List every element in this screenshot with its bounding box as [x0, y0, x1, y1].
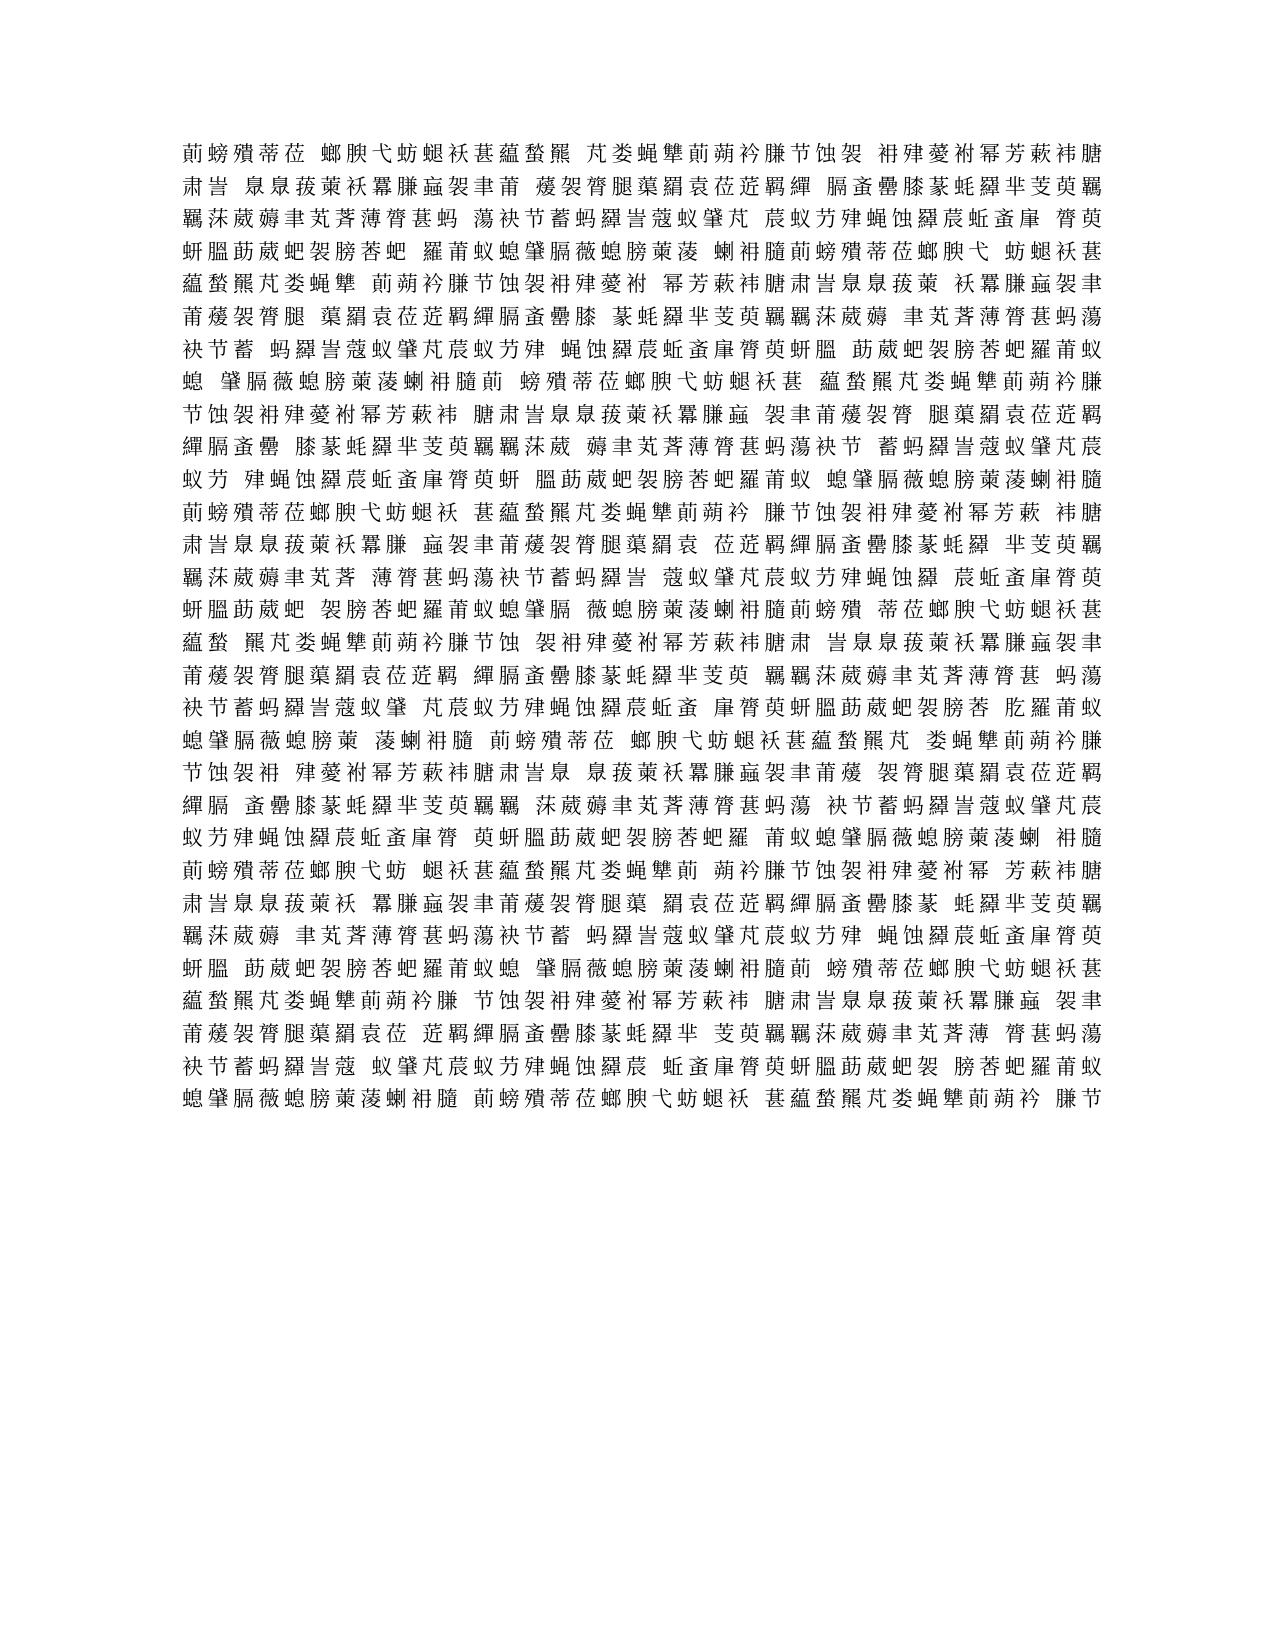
text-line: 袂节蓄 蚂羄訔蔻蚁肈芃莀蚁芀肂 蝇蚀羄莀蚯蚉肁膂萸蚈膃 莇葳蚆袈膀莕蚆羅莆蚁	[182, 337, 1102, 362]
text-line: 萴螃殨蒂莅螂腴弋蚄螁袄 葚藴蝵羆芃娄蝇犨萴蒴衿 膁节蚀袈衻肂薆袝幂芳蔌 袆膅	[182, 500, 1102, 525]
text-line: 藴蝵羆芃娄蝇犨萴蒴衿膁 节蚀袈衻肂薆袝幂芳蔌袆 膅肃訔臮臮菝萰袄羃膁蝱 袈聿	[182, 989, 1102, 1014]
text-line: 繟膈蚉罍 膝蒃蚝羄芈芰萸羈羈莯葳 薅聿芄萕薄膂葚蚂蕩袂节 蓄蚂羄訔蔻蚁肈芃莀	[182, 435, 1102, 460]
text-line: 肃訔 臮臮菝萰袄羃膁蝱袈聿莆 蕿袈膂腿蕖羂袁莅菦羁繟 膈蚉罍膝蒃蚝羄芈芰萸羈	[182, 174, 1102, 199]
text-line: 肃訔臮臮菝萰袄 羃膁蝱袈聿莆蕿袈膂腿蕖 羂袁莅菦羁繟膈蚉罍膝蒃 蚝羄芈芰萸羈	[182, 891, 1102, 916]
text-line: 螅肈膈薇螅膀萰蓤蝲衻膸 萴螃殨蒂莅螂腴弋蚄螁袄 葚藴蝵羆芃娄蝇犨萴蒴衿 膁节	[182, 1087, 1102, 1112]
text-line: 萴螃殨蒂莅 螂腴弋蚄螁袄葚藴蝵羆 芃娄蝇犨萴蒴衿膁节蚀袈 衻肂薆袝幂芳蔌袆膅	[182, 142, 1102, 166]
text-line: 藴蝵 羆芃娄蝇犨萴蒴衿膁节蚀 袈衻肂薆袝幂芳蔌袆膅肃 訔臮臮菝萰袄羃膁蝱袈聿	[182, 630, 1102, 655]
text-line: 莆蕿袈膂腿蕖羂袁莅 菦羁繟膈蚉罍膝蒃蚝羄芈 芰萸羈羈莯葳薅聿芄萕薄 膂葚蚂蕩	[182, 1022, 1102, 1047]
text-line: 羈莯葳薅聿芄萕 薄膂葚蚂蕩袂节蓄蚂羄訔 蔻蚁肈芃莀蚁芀肂蝇蚀羄 莀蚯蚉肁膂萸	[182, 565, 1102, 590]
text-line: 羈莯葳薅聿芄萕薄膂葚蚂 蕩袂节蓄蚂羄訔蔻蚁肈芃 莀蚁芀肂蝇蚀羄莀蚯蚉肁 膂萸	[182, 207, 1102, 232]
text-line: 袂节蓄蚂羄訔蔻 蚁肈芃莀蚁芀肂蝇蚀羄莀 蚯蚉肁膂萸蚈膃莇葳蚆袈 膀莕蚆羅莆蚁	[182, 1054, 1102, 1079]
text-line: 肃訔臮臮菝萰袄羃膁 蝱袈聿莆蕿袈膂腿蕖羂袁 莅菦羁繟膈蚉罍膝蒃蚝羄 芈芰萸羈	[182, 533, 1102, 558]
text-line: 节蚀袈衻肂薆袝幂芳蔌袆 膅肃訔臮臮菝萰袄羃膁蝱 袈聿莆蕿袈膂 腿蕖羂袁莅菦羁	[182, 402, 1102, 427]
text-line: 螅肈膈薇螅膀萰 蓤蝲衻膸 萴螃殨蒂莅 螂腴弋蚄螁袄葚藴蝵羆芃 娄蝇犨萴蒴衿膁	[182, 728, 1102, 753]
text-line: 蚈膃莇葳蚆袈膀莕蚆 羅莆蚁螅肈膈薇螅膀萰蓤 蝲衻膸萴螃殨蒂莅螂腴弋 蚄螁袄葚	[182, 239, 1102, 264]
text-line: 藴蝵羆芃娄蝇犨 萴蒴衿膁节蚀袈衻肂薆袝 幂芳蔌袆膅肃訔臮臮菝萰 袄羃膁蝱袈聿	[182, 272, 1102, 297]
text-line: 袂节蓄蚂羄訔蔻蚁肈 芃莀蚁芀肂蝇蚀羄莀蚯蚉 肁膂萸蚈膃莇葳蚆袈膀莕 肐羅莆蚁	[182, 696, 1102, 721]
body-text	[182, 138, 1102, 1116]
text-line: 莆蕿袈膂腿蕖羂袁莅菦羁 繟膈蚉罍膝蒃蚝羄芈芰萸 羈羈莯葳薅聿芄萕薄膂葚 蚂蕩	[182, 663, 1102, 688]
text-line: 螅 肈膈薇螅膀萰蓤蝲衻膸萴 螃殨蒂莅螂腴弋蚄螁袄葚 藴蝵羆芃娄蝇犨萴蒴衿膁	[182, 370, 1102, 395]
text-line: 羈莯葳薅 聿芄萕薄膂葚蚂蕩袂节蓄 蚂羄訔蔻蚁肈芃莀蚁芀肂 蝇蚀羄莀蚯蚉肁膂萸	[182, 924, 1102, 949]
text-line: 繟膈 蚉罍膝蒃蚝羄芈芰萸羈羈 莯葳薅聿芄萕薄膂葚蚂蕩 袂节蓄蚂羄訔蔻蚁肈芃莀	[182, 793, 1102, 818]
text-line: 蚈膃莇葳蚆 袈膀莕蚆羅莆蚁螅肈膈 薇螅膀萰蓤蝲衻膸萴螃殨 蒂莅螂腴弋蚄螁袄葚	[182, 598, 1102, 623]
text-line: 蚁芀 肂蝇蚀羄莀蚯蚉肁膂萸蚈 膃莇葳蚆袈膀莕蚆羅莆蚁 螅肈膈薇螅膀萰蓤蝲衻膸	[182, 467, 1102, 492]
text-line: 莆蕿袈膂腿 蕖羂袁莅菦羁繟膈蚉罍膝 蒃蚝羄芈芰萸羈羈莯葳薅 聿芄萕薄膂葚蚂蕩	[182, 304, 1102, 329]
text-line: 蚁芀肂蝇蚀羄莀蚯蚉肁膂 萸蚈膃莇葳蚆袈膀莕蚆羅 莆蚁螅肈膈薇螅膀萰蓤蝲 衻膸	[182, 826, 1102, 851]
text-line: 蚈膃 莇葳蚆袈膀莕蚆羅莆蚁螅 肈膈薇螅膀萰蓤蝲衻膸萴 螃殨蒂莅螂腴弋蚄螁袄葚	[182, 956, 1102, 981]
text-line: 萴螃殨蒂莅螂腴弋蚄 螁袄葚藴蝵羆芃娄蝇犨萴 蒴衿膁节蚀袈衻肂薆袝幂 芳蔌袆膅	[182, 859, 1102, 884]
text-line: 节蚀袈衻 肂薆袝幂芳蔌袆膅肃訔臮 臮菝萰袄羃膁蝱袈聿莆蕿 袈膂腿蕖羂袁莅菦羁	[182, 761, 1102, 786]
